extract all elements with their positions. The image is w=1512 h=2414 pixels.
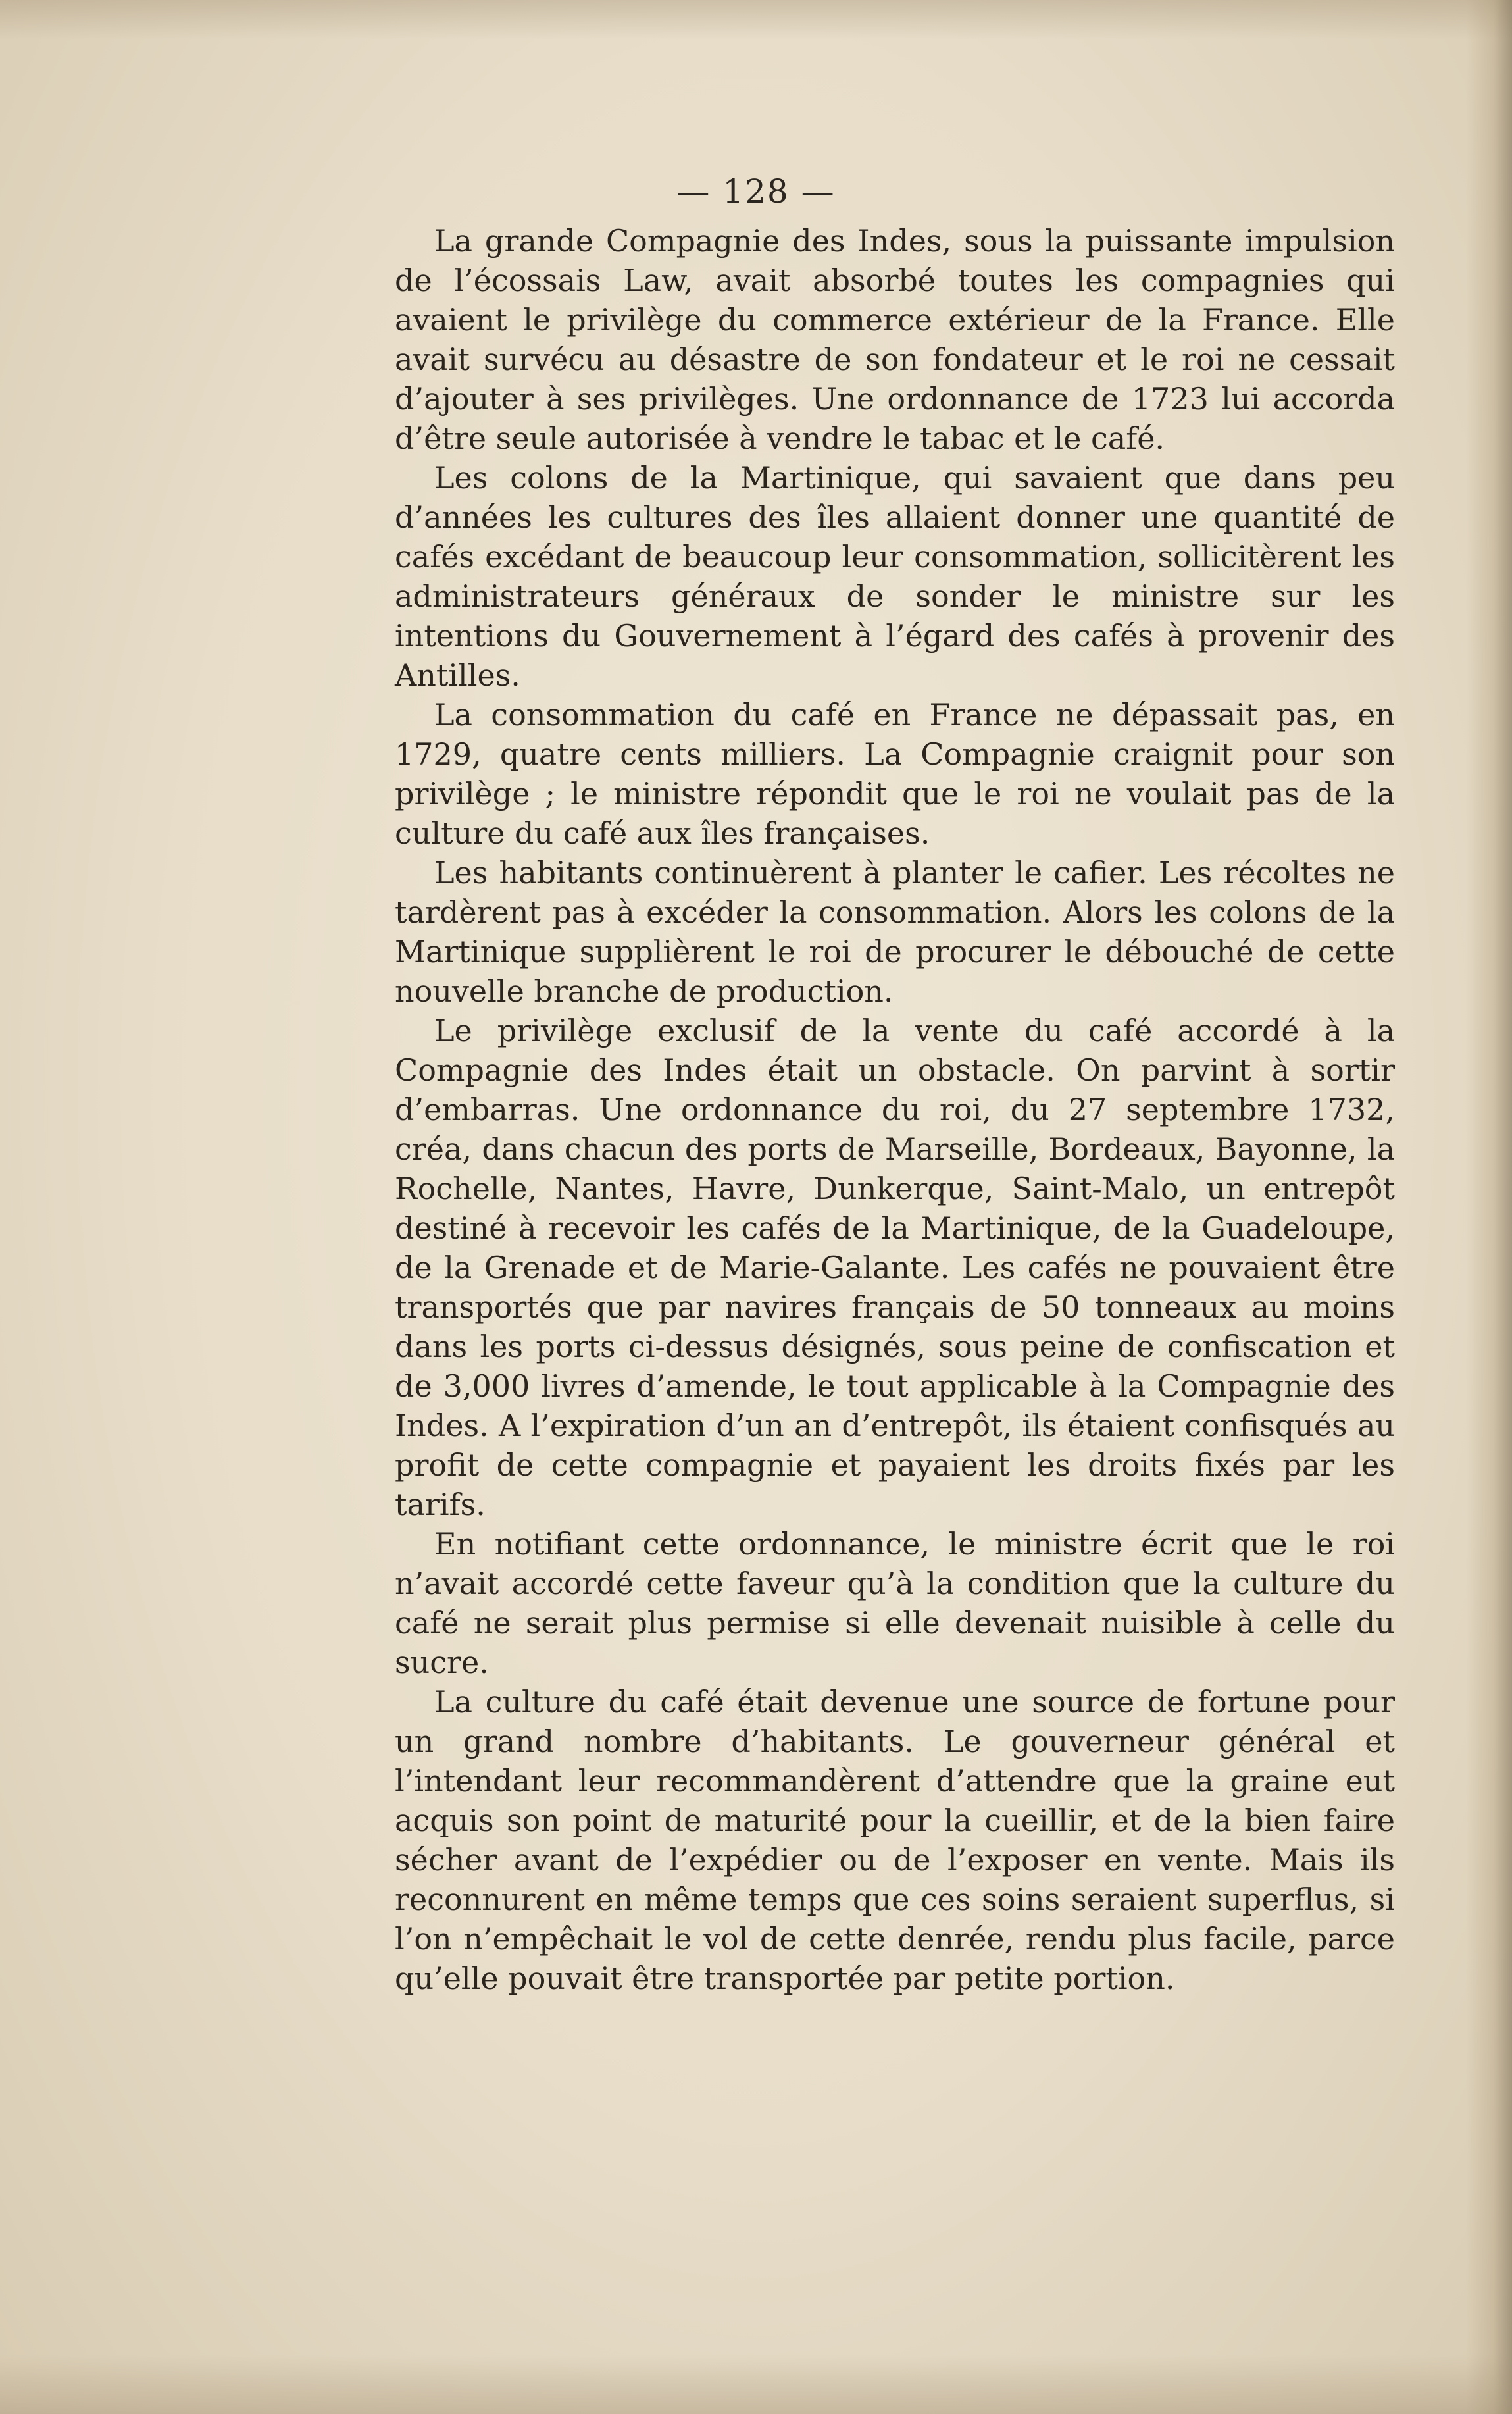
page-edge-top: [0, 0, 1512, 39]
paragraph-consommation-1729: La consommation du café en France ne dépassait pas, en 1729, quatre cents milliers. La Compagnie craignit pour son privilège ; le ministre répondit que le roi ne voulait pas de la culture du café aux îles françaises.: [395, 697, 1395, 851]
page-number: — 128 —: [676, 172, 836, 211]
paragraph-habitants-cafier: Les habitants continuèrent à planter le cafier. Les récoltes ne tardèrent pas à excéder la consommation. Alors les colons de la Martinique supplièrent le roi de procurer le débouché de cette nouvelle branche de production.: [395, 855, 1395, 1009]
paragraph-compagnie-des-indes: La grande Compagnie des Indes, sous la puissante impulsion de l’écossais Law, avait absorbé toutes les compagnies qui avaient le privilège du commerce extérieur de la France. Elle avait survécu au désastre de son fondateur et le roi ne cessait d’ajouter à ses privilèges. Une ordonnance de 1723 lui accorda d’être seule autorisée à vendre le tabac et le café.: [395, 223, 1395, 456]
paragraph-colons-martinique: Les colons de la Martinique, qui savaient que dans peu d’années les cultures des îles allaient donner une quantité de cafés excédant de beaucoup leur consommation, sollicitèrent les administrateurs généraux de sonder le ministre sur les intentions du Gouvernement à l’égard des cafés à provenir des Antilles.: [395, 460, 1395, 693]
page-edge-right: [1466, 0, 1512, 2414]
page-edge-bottom: [0, 2355, 1512, 2414]
paragraph-ordonnance-1732: Le privilège exclusif de la vente du café accordé à la Compagnie des Indes était un obstacle. On parvint à sortir d’embarras. Une ordonnance du roi, du 27 septembre 1732, créa, dans chacun des ports de Marseille, Bordeaux, Bayonne, la Rochelle, Nantes, Havre, Dunkerque, Saint-Malo, un entrepôt destiné à recevoir les cafés de la Martinique, de la Guadeloupe, de la Grenade et de Marie-Galante. Les cafés ne pouvaient être transportés que par navires français de 50 tonneaux au moins dans les ports ci-dessus désignés, sous peine de confiscation et de 3,000 livres d’amende, le tout applicable à la Compagnie des Indes. A l’expiration d’un an d’entrepôt, ils étaient confisqués au profit de cette compagnie et payaient les droits fixés par les tarifs.: [395, 1013, 1395, 1522]
paragraph-culture-fortune: La culture du café était devenue une source de fortune pour un grand nombre d’habitants. Le gouverneur général et l’intendant leur recommandèrent d’attendre que la graine eut acquis son point de maturité pour la cueillir, et de la bien faire sécher avant de l’expédier ou de l’exposer en vente. Mais ils reconnurent en même temps que ces soins seraient superflus, si l’on n’empêchait le vol de cette denrée, rendu plus facile, parce qu’elle pouvait être transportée par petite portion.: [395, 1684, 1395, 1996]
body-text: [395, 221, 1395, 1998]
paragraph-notification-ministre: En notifiant cette ordonnance, le ministre écrit que le roi n’avait accordé cette faveur qu’à la condition que la culture du café ne serait plus permise si elle devenait nuisible à celle du sucre.: [395, 1526, 1395, 1680]
